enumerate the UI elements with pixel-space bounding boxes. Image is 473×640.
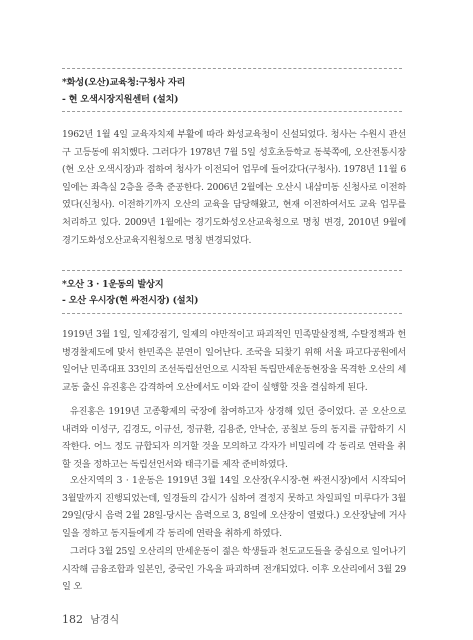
section2-title: *오산 3 · 1운동의 발상지 bbox=[62, 279, 164, 290]
section2-paragraph-1: 1919년 3월 1일, 일제강점기, 일제의 야만적이고 파괴적인 민족말살정책, 수탈정책과 헌병경찰제도에 맞서 한민족은 분연이 일어난다. 조국을 되찾기 위해 서울 파고다공원에서 일어난 민족대표 33인의 조선독립선언으로 시작된 독립만세운동현장을 목격한 오산의 세교동 출신 유진홍은 감격하여 오산에서도 이와 같이 실행할 것을 결심하게 된다. bbox=[62, 329, 406, 393]
book-title: 남경식 bbox=[90, 615, 120, 626]
section2-subtitle: - 오산 우시장(현 싸전시장) (설치) bbox=[62, 295, 199, 306]
section2-paragraph-3: 오산지역의 3 · 1운동은 1919년 3월 14일 오산장(우시장-현 싸전시장)에서 시작되어 3월말까지 진행되었는데, 일경들의 감시가 심하여 결정지 못하고 차일피일 미루다가 3월 29일(당시 음력 2월 28일-당시는 음력으로 3, 8일에 오산장이 열렸다.) 오산장날에 거사일을 정하고 동지들에게 각 동리에 연락을 취하게 하였다. bbox=[62, 475, 406, 539]
section1-title: *화성(오산)교육청:구청사 자리 bbox=[62, 77, 186, 88]
top-divider bbox=[62, 68, 402, 69]
section2-paragraph-4: 그러다 3월 25일 오산리의 만세운동이 젊은 학생들과 천도교도들을 중심으로 일어나기 시작해 금융조합과 일본인, 중국인 가옥을 파괴하며 전개되었다. 이후 오산리에서 3월 29일 오 bbox=[62, 546, 406, 593]
page-number: 182 bbox=[62, 613, 83, 626]
section1-subtitle: - 현 오색시장지원센터 (설치) bbox=[62, 94, 179, 105]
section1-divider bbox=[62, 111, 402, 112]
section2-paragraph-2: 유진홍은 1919년 고종황제의 국장에 참여하고자 상경해 있던 중이었다. 곧 오산으로 내려와 이성구, 김경도, 이규선, 정규환, 김용준, 안낙순, 공칠보 등의 동지를 규합하기 시작한다. 어느 정도 규합되자 의거할 것을 모의하고 각자가 비밀리에 각 동리로 연락을 취할 것을 정하고는 독립선언서와 태극기를 제작 준비하였다. bbox=[62, 406, 406, 470]
page-footer bbox=[62, 611, 119, 626]
section2-top-divider bbox=[62, 270, 402, 271]
section2-divider bbox=[62, 313, 402, 314]
section1-body: 1962년 1월 4일 교육자치제 부활에 따라 화성교육청이 신설되었다. 청사는 수원시 관선구 고등동에 위치했다. 그러다가 1978년 7월 5일 성호초등학교 동북쪽에, 오산전통시장(현 오산 오색시장)과 접하여 청사가 이전되어 업무에 들어갔다(구청사). 1978년 11월 6일에는 좌측실 2층을 증축 준공한다. 2006년 2월에는 오산시 내삼미동 신청사로 이전하였다(신청사). 이전하기까지 오산의 교육을 담당해왔고, 현재 이전하여서도 교육 업무를 처리하고 있다. 2009년 1월에는 경기도화성오산교육청으로 명칭 변경, 2010년 9월에 경기도화성오산교육지원청으로 명칭 변경되었다. bbox=[62, 129, 406, 246]
